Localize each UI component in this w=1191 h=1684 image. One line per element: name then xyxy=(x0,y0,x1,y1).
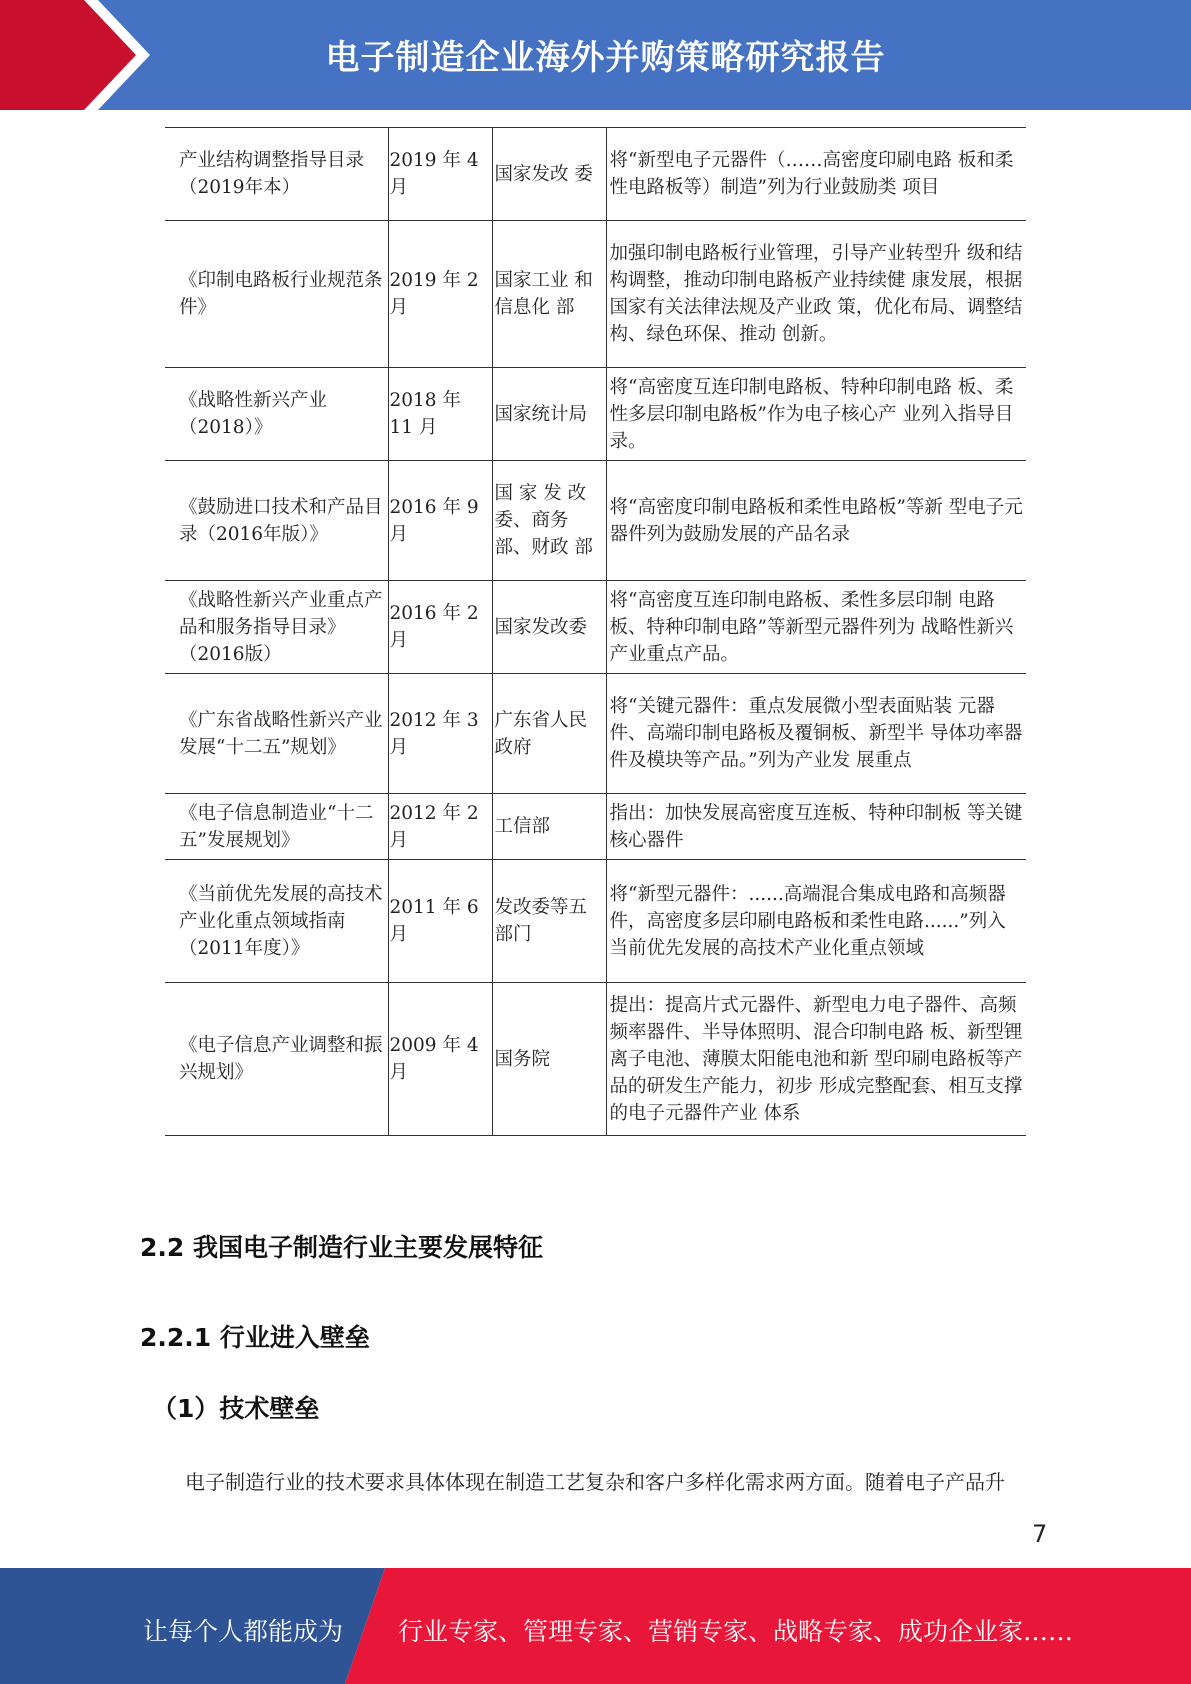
policy-name: 《广东省战略性新兴产业发展“十二五”规划》 xyxy=(165,674,388,794)
table-row xyxy=(165,461,1026,581)
policy-date: 2016 年 9 月 xyxy=(388,461,492,581)
policy-dept: 国家统计局 xyxy=(492,368,606,461)
policy-date: 2019 年 4 月 xyxy=(388,128,492,221)
table-row xyxy=(165,860,1026,983)
policy-dept: 广东省人民政府 xyxy=(492,674,606,794)
policy-table xyxy=(165,127,1026,1136)
policy-name: 《电子信息制造业“十二五”发展规划》 xyxy=(165,794,388,860)
policy-date: 2018 年 11 月 xyxy=(388,368,492,461)
policy-date: 2012 年 2 月 xyxy=(388,794,492,860)
policy-desc: 将“高密度互连印制电路板、特种印制电路 板、柔性多层印制电路板”作为电子核心产 业列入指导目录。 xyxy=(606,368,1026,461)
policy-dept: 国家工业 和信息化 部 xyxy=(492,221,606,368)
policy-name: 《印制电路板行业规范条件》 xyxy=(165,221,388,368)
policy-dept: 工信部 xyxy=(492,794,606,860)
policy-desc: 指出：加快发展高密度互连板、特种印制板 等关键核心器件 xyxy=(606,794,1026,860)
policy-dept: 发改委等五部门 xyxy=(492,860,606,983)
policy-name: 《电子信息产业调整和振兴规划》 xyxy=(165,983,388,1136)
policy-date: 2009 年 4 月 xyxy=(388,983,492,1136)
subsubsection-heading: （1）技术壁垒 xyxy=(152,1394,320,1423)
body-paragraph: 电子制造行业的技术要求具体体现在制造工艺复杂和客户多样化需求两方面。随着电子产品升 xyxy=(185,1470,1005,1494)
policy-desc: 将“高密度互连印制电路板、柔性多层印制 电路板、特种印制电路”等新型元器件列为 战略性新兴产业重点产品。 xyxy=(606,581,1026,674)
policy-dept: 国家发改 委 xyxy=(492,128,606,221)
policy-date: 2012 年 3 月 xyxy=(388,674,492,794)
policy-name: 产业结构调整指导目录（2019年本） xyxy=(165,128,388,221)
subsection-heading: 2.2.1 行业进入壁垒 xyxy=(140,1323,370,1352)
policy-date: 2011 年 6 月 xyxy=(388,860,492,983)
page-header xyxy=(0,0,1191,110)
footer-slogan-left: 让每个人都能成为 xyxy=(143,1617,344,1646)
table-row xyxy=(165,128,1026,221)
table-row xyxy=(165,983,1026,1136)
policy-desc: 提出：提高片式元器件、新型电力电子器件、高频频率器件、半导体照明、混合印制电路 板、新型锂离子电池、薄膜太阳能电池和新 型印刷电路板等产品的研发生产能力，初步 形成完整配套、相互支撑的电子元器件产业 体系 xyxy=(606,983,1026,1136)
policy-name: 《当前优先发展的高技术产业化重点领域指南（2011年度）》 xyxy=(165,860,388,983)
table-row xyxy=(165,794,1026,860)
policy-desc: 加强印制电路板行业管理，引导产业转型升 级和结构调整，推动印制电路板产业持续健 康发展，根据国家有关法律法规及产业政 策，优化布局、调整结构、绿色环保、推动 创新。 xyxy=(606,221,1026,368)
policy-date: 2019 年 2 月 xyxy=(388,221,492,368)
policy-desc: 将“关键元器件：重点发展微小型表面贴装 元器件、高端印制电路板及覆铜板、新型半 导体功率器件及模块等产品。”列为产业发 展重点 xyxy=(606,674,1026,794)
policy-dept: 国务院 xyxy=(492,983,606,1136)
policy-name: 《鼓励进口技术和产品目录（2016年版）》 xyxy=(165,461,388,581)
report-title: 电子制造企业海外并购策略研究报告 xyxy=(325,38,886,78)
policy-dept: 国家发改委 xyxy=(492,581,606,674)
policy-dept: 国 家 发 改 委、商务 部、财政 部 xyxy=(492,461,606,581)
policy-desc: 将“新型电子元器件（……高密度印刷电路 板和柔性电路板等）制造”列为行业鼓励类 项目 xyxy=(606,128,1026,221)
table-row xyxy=(165,674,1026,794)
section-heading: 2.2 我国电子制造行业主要发展特征 xyxy=(140,1233,543,1262)
table-row xyxy=(165,368,1026,461)
footer-slogan-right: 行业专家、管理专家、营销专家、战略专家、成功企业家…… xyxy=(398,1617,1074,1646)
page-number: 7 xyxy=(1032,1520,1048,1548)
policy-date: 2016 年 2 月 xyxy=(388,581,492,674)
policy-desc: 将“新型元器件：......高端混合集成电路和高频器件，高密度多层印刷电路板和柔性电路......”列入当前优先发展的高技术产业化重点领域 xyxy=(606,860,1026,983)
page-footer xyxy=(0,1568,1191,1684)
table-row xyxy=(165,581,1026,674)
table-row xyxy=(165,221,1026,368)
policy-desc: 将“高密度印制电路板和柔性电路板”等新 型电子元器件列为鼓励发展的产品名录 xyxy=(606,461,1026,581)
policy-name: 《战略性新兴产业（2018）》 xyxy=(165,368,388,461)
policy-name: 《战略性新兴产业重点产品和服务指导目录》（2016版） xyxy=(165,581,388,674)
